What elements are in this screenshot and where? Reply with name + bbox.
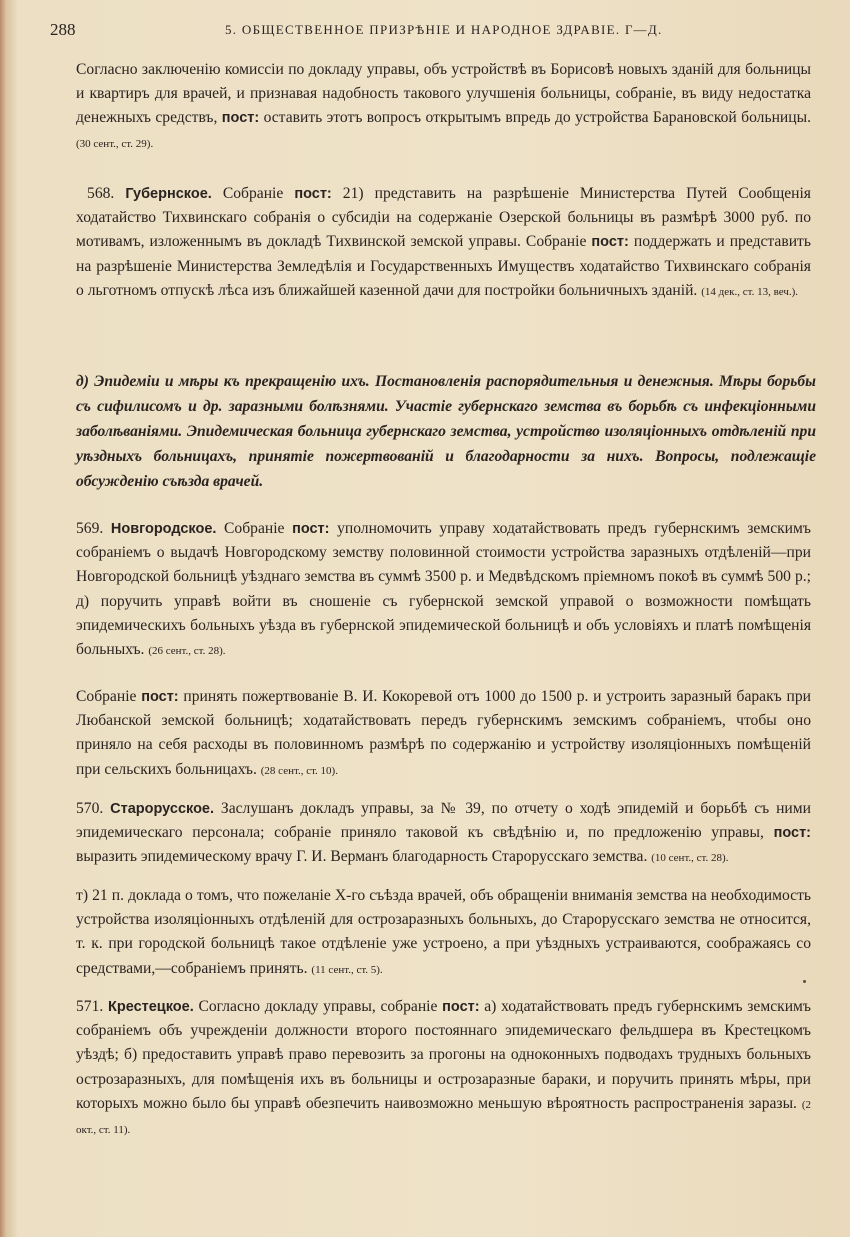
p1-text-c: оставить этотъ вопросъ открытымъ впредь до устройства Барановской больницы.: [263, 109, 811, 127]
section-heading-epidemics: д) Эпидеміи и мѣры къ прекращенію ихъ. Постановленія распорядительныя и денежныя. Мѣры борьбы съ сифилисомъ и др. заразными болѣзнями. Участіе губернскаго земства въ борьбѣ съ инфекціонными заболѣваніями. Эпидемическая больница губернскаго земства, устройство изоляціонныхъ отдѣленій при уѣздныхъ больницахъ, принятіе пожертвованій и благодарности за нихъ. Вопросы, подлежащіе обсужденію съѣзда врачей.: [76, 373, 816, 490]
p7-text-1: Согласно докладу управы, собраніе: [198, 998, 438, 1015]
p4-text-2: принять пожертвованіе В. И. Кокоревой отъ 1000 до 1500 р. и устроить заразный баракъ при Любанской земской больницѣ; ходатайствовать передъ губернскимъ земскимъ собраніемъ, чтобы оно приняло на себя расходы въ половинномъ размѣрѣ по содержанію и устройству изоляціонныхъ помѣщеній при сельскихъ больницахъ.: [76, 688, 811, 778]
p7-name: Крестецкое.: [108, 999, 194, 1015]
paragraph-571: [76, 995, 811, 1142]
p2-text-3: поддержать и представить на разрѣшеніе Министерства Земледѣлія и Государственныхъ Имуществъ ходатайство Тихвинскаго собранія о льготномъ отпускѣ лѣса изъ ближайшей казенной дачи для постройки больничныхъ зданій.: [76, 233, 811, 299]
p2-text-1: Собраніе: [222, 185, 284, 202]
p2-name: Губернское.: [125, 186, 212, 202]
p2-text-2: 21) представить на разрѣшеніе Министерства Путей Сообщенія ходатайство Тихвинскаго собранія о субсидіи на содержаніе Озерской больницы въ размѣрѣ 3000 руб. по мотивамъ, изложеннымъ въ докладѣ Тихвинской земской управы. Собраніе: [76, 185, 811, 251]
p5-number: 570.: [76, 800, 104, 817]
p7-ref: (2 окт., ст. 11).: [76, 1098, 811, 1137]
p7-number: 571.: [76, 998, 104, 1015]
p7-text-2: а) ходатайствовать предъ губернскимъ земскимъ собраніемъ объ учрежденіи должности второго постояннаго эпидемическаго фельдшера въ Крестецкомъ уѣздѣ; б) предоставить управѣ право перевозить за прогоны на одноконныхъ подводахъ трудныхъ больныхъ острозаразныхъ, для помѣщенія ихъ въ больницы и острозаразные бараки, и поручить принять мѣры, при которыхъ можно было бы управѣ обезпечить наивозможно меньшую вѣроятность распространенія заразы.: [76, 998, 811, 1112]
p5-text-1: Заслушанъ докладъ управы, за № 39, по отчету о ходѣ эпидемій и борьбѣ съ ними эпидемическаго персонала; собраніе приняло таковой къ свѣдѣнію и, по предложенію управы,: [76, 800, 811, 842]
p1-text-a: Согласно заключенію комиссіи по докладу управы, объ устройствѣ въ Борисовѣ новыхъ зданій для больницы и квартиръ для врачей, и признавая надобность такового улучшенія больницы, собраніе, въ виду недостатка денежныхъ средствъ,: [76, 61, 811, 127]
p5-post: пост:: [773, 825, 812, 842]
p4-ref: (28 сент., ст. 10).: [260, 764, 338, 777]
p1-post: пост:: [221, 110, 260, 127]
print-speck: [803, 980, 806, 983]
page-number: 288: [50, 20, 76, 39]
paragraph-borisov: [76, 58, 811, 156]
p3-number: 569.: [76, 520, 104, 537]
p5-name: Старорусское.: [110, 801, 215, 817]
p3-ref: (26 сент., ст. 28).: [148, 645, 226, 658]
p6-text-1: т) 21 п. доклада о томъ, что пожеланіе X-го съѣзда врачей, объ обращеніи вниманія земства на необходимость устройства изоляціонныхъ отдѣленій для острозаразныхъ больныхъ, до Старорусскаго земства не относится, т. к. при городской больницѣ такое отдѣленіе уже устроено, а при уѣздныхъ устраиваются, соображаясь со средствами,—собраніемъ принять.: [76, 887, 811, 977]
p5-text-2: выразить эпидемическому врачу Г. И. Верманъ благодарность Старорусскаго земства.: [76, 848, 648, 866]
page-header: [50, 18, 810, 46]
p3-text-1: Собраніе: [224, 520, 285, 537]
p3-post: пост:: [292, 521, 330, 537]
p5-ref: (10 сент., ст. 28).: [651, 852, 729, 865]
p4-post: пост:: [141, 689, 179, 705]
p7-post: пост:: [442, 999, 480, 1015]
p2-ref: (14 дек., ст. 13, веч.).: [701, 285, 799, 298]
p3-name: Новгородское.: [110, 521, 217, 537]
paragraph-kokoreva: [76, 685, 811, 783]
paragraph-570: [76, 797, 811, 871]
p1-ref: (30 сент., ст. 29).: [76, 137, 154, 150]
p3-text-2: уполномочить управу ходатайствовать предъ губернскимъ земскимъ собраніемъ о выдачѣ Новгородскому земству половинной стоимости устройства заразныхъ отдѣленій—при Новгородской больницѣ уѣзднаго земства въ суммѣ 3500 р. и Медвѣдскомъ пріемномъ покоѣ въ суммѣ 500 р.; д) поручить управѣ войти въ сношеніе съ губернской земской управой о возможности помѣщать эпидемическихъ больныхъ уѣзда въ губернской эпидемической больницѣ и объ условіяхъ и платѣ помѣщенія больныхъ.: [76, 520, 811, 659]
p2-post: пост:: [294, 186, 332, 202]
p2-post-2: пост:: [591, 234, 629, 251]
p6-ref: (11 сент., ст. 5).: [311, 963, 383, 976]
p4-text-1: Собраніе: [76, 688, 137, 705]
p2-number: 568.: [87, 185, 115, 202]
paragraph-568: [76, 182, 811, 304]
running-title: 5. ОБЩЕСТВЕННОЕ ПРИЗРѢНІЕ И НАРОДНОЕ ЗДРАВІЕ. Г—Д.: [225, 22, 663, 37]
paragraph-item-t: [76, 884, 811, 982]
paragraph-569: [76, 517, 811, 663]
